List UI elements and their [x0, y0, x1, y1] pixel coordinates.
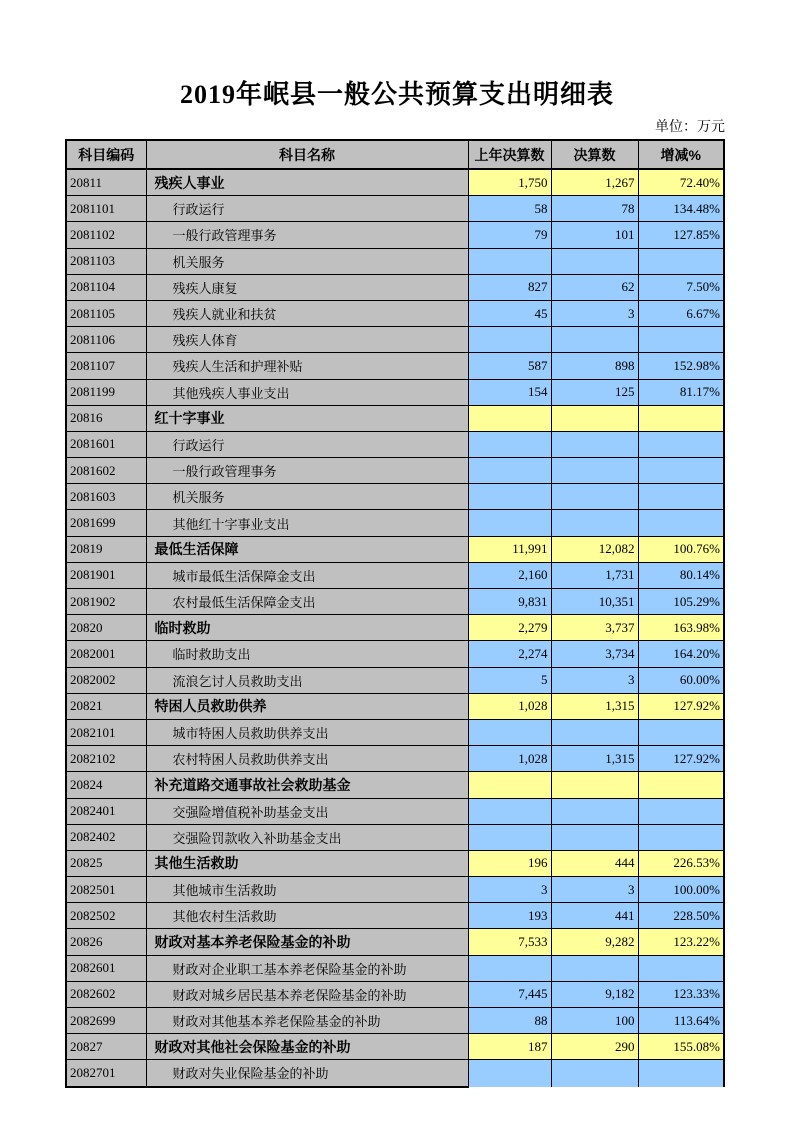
prev-year-final-cell [468, 431, 551, 457]
table-row [66, 719, 724, 745]
final-amount-cell: 3,737 [551, 615, 638, 641]
change-pct-cell [638, 798, 724, 824]
subject-name-cell: 其他农村生活救助 [146, 903, 468, 929]
final-amount-cell: 9,282 [551, 929, 638, 955]
table-row [66, 877, 724, 903]
final-amount-cell: 78 [551, 196, 638, 222]
subject-name-cell: 财政对基本养老保险基金的补助 [146, 929, 468, 955]
subject-name-cell: 流浪乞讨人员救助支出 [146, 667, 468, 693]
table-row [66, 169, 724, 196]
subject-code-cell: 2082002 [66, 667, 146, 693]
prev-year-final-cell [468, 824, 551, 850]
final-amount-cell: 3 [551, 300, 638, 326]
change-pct-cell: 127.92% [638, 693, 724, 719]
final-amount-cell [551, 772, 638, 798]
table-row [66, 1008, 724, 1034]
subject-name-cell: 残疾人就业和扶贫 [146, 300, 468, 326]
final-amount-cell [551, 405, 638, 431]
subject-code-cell: 2081699 [66, 510, 146, 536]
final-amount-cell [551, 248, 638, 274]
table-row [66, 405, 724, 431]
change-pct-cell: 123.33% [638, 981, 724, 1007]
table-row [66, 196, 724, 222]
change-pct-cell [638, 431, 724, 457]
table-row [66, 1034, 724, 1060]
subject-name-cell: 财政对其他社会保险基金的补助 [146, 1034, 468, 1060]
change-pct-cell: 123.22% [638, 929, 724, 955]
subject-code-cell: 20816 [66, 405, 146, 431]
subject-name-cell: 一般行政管理事务 [146, 458, 468, 484]
prev-year-final-cell [468, 1060, 551, 1087]
prev-year-final-cell: 1,750 [468, 169, 551, 196]
prev-year-final-cell: 2,279 [468, 615, 551, 641]
change-pct-cell [638, 405, 724, 431]
final-amount-cell: 9,182 [551, 981, 638, 1007]
subject-code-cell: 2082502 [66, 903, 146, 929]
prev-year-final-cell [468, 484, 551, 510]
subject-name-cell: 城市特困人员救助供养支出 [146, 719, 468, 745]
table-row [66, 274, 724, 300]
final-amount-cell: 3 [551, 877, 638, 903]
prev-year-final-cell: 3 [468, 877, 551, 903]
subject-name-cell: 农村最低生活保障金支出 [146, 589, 468, 615]
change-pct-cell: 127.92% [638, 746, 724, 772]
change-pct-cell: 105.29% [638, 589, 724, 615]
subject-name-cell: 残疾人康复 [146, 274, 468, 300]
change-pct-cell [638, 327, 724, 353]
prev-year-final-cell [468, 458, 551, 484]
budget-table [65, 139, 725, 1088]
change-pct-cell: 60.00% [638, 667, 724, 693]
subject-name-cell: 其他红十字事业支出 [146, 510, 468, 536]
prev-year-final-cell: 587 [468, 353, 551, 379]
change-pct-cell [638, 484, 724, 510]
subject-name-cell: 残疾人体育 [146, 327, 468, 353]
final-amount-cell: 3,734 [551, 641, 638, 667]
table-row [66, 589, 724, 615]
final-amount-cell [551, 955, 638, 981]
subject-code-cell: 2081105 [66, 300, 146, 326]
subject-name-cell: 机关服务 [146, 248, 468, 274]
subject-name-cell: 财政对城乡居民基本养老保险基金的补助 [146, 981, 468, 1007]
subject-code-cell: 2082701 [66, 1060, 146, 1087]
subject-code-cell: 2082601 [66, 955, 146, 981]
subject-name-cell: 临时救助 [146, 615, 468, 641]
change-pct-cell: 81.17% [638, 379, 724, 405]
table-row [66, 431, 724, 457]
change-pct-cell [638, 719, 724, 745]
prev-year-final-cell: 196 [468, 850, 551, 876]
subject-name-cell: 城市最低生活保障金支出 [146, 562, 468, 588]
subject-name-cell: 一般行政管理事务 [146, 222, 468, 248]
change-pct-cell [638, 772, 724, 798]
table-row [66, 929, 724, 955]
final-amount-cell [551, 484, 638, 510]
prev-year-final-cell: 45 [468, 300, 551, 326]
final-amount-cell: 10,351 [551, 589, 638, 615]
header-change-pct: 增减% [638, 140, 724, 169]
prev-year-final-cell: 7,445 [468, 981, 551, 1007]
change-pct-cell: 152.98% [638, 353, 724, 379]
subject-code-cell: 2082699 [66, 1008, 146, 1034]
subject-name-cell: 交强险罚款收入补助基金支出 [146, 824, 468, 850]
subject-code-cell: 20827 [66, 1034, 146, 1060]
change-pct-cell: 155.08% [638, 1034, 724, 1060]
prev-year-final-cell: 88 [468, 1008, 551, 1034]
table-row [66, 903, 724, 929]
change-pct-cell: 7.50% [638, 274, 724, 300]
table-row [66, 484, 724, 510]
subject-code-cell: 20811 [66, 169, 146, 196]
subject-name-cell: 行政运行 [146, 431, 468, 457]
subject-code-cell: 2081101 [66, 196, 146, 222]
change-pct-cell: 72.40% [638, 169, 724, 196]
prev-year-final-cell: 187 [468, 1034, 551, 1060]
final-amount-cell: 1,315 [551, 693, 638, 719]
final-amount-cell: 898 [551, 353, 638, 379]
prev-year-final-cell [468, 327, 551, 353]
subject-name-cell: 红十字事业 [146, 405, 468, 431]
change-pct-cell: 228.50% [638, 903, 724, 929]
prev-year-final-cell [468, 719, 551, 745]
table-row [66, 222, 724, 248]
unit-label: 单位：万元 [655, 120, 725, 135]
header-prev-year-final: 上年决算数 [468, 140, 551, 169]
table-row [66, 850, 724, 876]
prev-year-final-cell: 79 [468, 222, 551, 248]
change-pct-cell [638, 824, 724, 850]
change-pct-cell [638, 458, 724, 484]
subject-name-cell: 残疾人事业 [146, 169, 468, 196]
subject-name-cell: 财政对其他基本养老保险基金的补助 [146, 1008, 468, 1034]
header-subject-name: 科目名称 [146, 140, 468, 169]
prev-year-final-cell: 9,831 [468, 589, 551, 615]
subject-code-cell: 20820 [66, 615, 146, 641]
table-body [66, 169, 724, 1087]
prev-year-final-cell [468, 248, 551, 274]
final-amount-cell: 1,315 [551, 746, 638, 772]
table-row [66, 353, 724, 379]
final-amount-cell: 101 [551, 222, 638, 248]
subject-code-cell: 2081103 [66, 248, 146, 274]
subject-code-cell: 20825 [66, 850, 146, 876]
change-pct-cell: 164.20% [638, 641, 724, 667]
final-amount-cell [551, 510, 638, 536]
subject-code-cell: 2082602 [66, 981, 146, 1007]
final-amount-cell: 100 [551, 1008, 638, 1034]
header-final-amount: 决算数 [551, 140, 638, 169]
subject-code-cell: 2081104 [66, 274, 146, 300]
prev-year-final-cell: 5 [468, 667, 551, 693]
subject-code-cell: 2081902 [66, 589, 146, 615]
final-amount-cell [551, 719, 638, 745]
subject-name-cell: 其他城市生活救助 [146, 877, 468, 903]
change-pct-cell: 100.00% [638, 877, 724, 903]
subject-name-cell: 农村特困人员救助供养支出 [146, 746, 468, 772]
subject-code-cell: 2082501 [66, 877, 146, 903]
table-row [66, 615, 724, 641]
subject-name-cell: 财政对失业保险基金的补助 [146, 1060, 468, 1087]
subject-code-cell: 2081107 [66, 353, 146, 379]
final-amount-cell: 1,731 [551, 562, 638, 588]
subject-code-cell: 2081199 [66, 379, 146, 405]
change-pct-cell: 134.48% [638, 196, 724, 222]
table-row [66, 327, 724, 353]
table-row [66, 981, 724, 1007]
change-pct-cell [638, 248, 724, 274]
table-row [66, 824, 724, 850]
subject-code-cell: 20826 [66, 929, 146, 955]
subject-name-cell: 财政对企业职工基本养老保险基金的补助 [146, 955, 468, 981]
final-amount-cell [551, 824, 638, 850]
table-row [66, 510, 724, 536]
prev-year-final-cell: 1,028 [468, 693, 551, 719]
change-pct-cell [638, 955, 724, 981]
subject-code-cell: 20821 [66, 693, 146, 719]
prev-year-final-cell: 2,160 [468, 562, 551, 588]
subject-code-cell: 2081601 [66, 431, 146, 457]
prev-year-final-cell [468, 955, 551, 981]
change-pct-cell: 226.53% [638, 850, 724, 876]
subject-name-cell: 行政运行 [146, 196, 468, 222]
table-row [66, 667, 724, 693]
subject-code-cell: 20819 [66, 536, 146, 562]
subject-name-cell: 补充道路交通事故社会救助基金 [146, 772, 468, 798]
change-pct-cell [638, 1060, 724, 1087]
table-row [66, 248, 724, 274]
prev-year-final-cell: 2,274 [468, 641, 551, 667]
prev-year-final-cell: 827 [468, 274, 551, 300]
change-pct-cell: 100.76% [638, 536, 724, 562]
subject-code-cell: 2081602 [66, 458, 146, 484]
prev-year-final-cell [468, 510, 551, 536]
table-row [66, 641, 724, 667]
subject-code-cell: 2081102 [66, 222, 146, 248]
table-row [66, 1060, 724, 1087]
change-pct-cell: 127.85% [638, 222, 724, 248]
final-amount-cell [551, 327, 638, 353]
subject-name-cell: 其他残疾人事业支出 [146, 379, 468, 405]
prev-year-final-cell [468, 772, 551, 798]
table-row [66, 798, 724, 824]
table-row [66, 955, 724, 981]
subject-name-cell: 交强险增值税补助基金支出 [146, 798, 468, 824]
table-row [66, 746, 724, 772]
subject-code-cell: 2082401 [66, 798, 146, 824]
prev-year-final-cell: 7,533 [468, 929, 551, 955]
final-amount-cell: 62 [551, 274, 638, 300]
prev-year-final-cell: 11,991 [468, 536, 551, 562]
subject-code-cell: 2082101 [66, 719, 146, 745]
header-row [66, 140, 724, 169]
prev-year-final-cell: 58 [468, 196, 551, 222]
prev-year-final-cell [468, 798, 551, 824]
subject-code-cell: 2081603 [66, 484, 146, 510]
subject-name-cell: 临时救助支出 [146, 641, 468, 667]
change-pct-cell: 113.64% [638, 1008, 724, 1034]
prev-year-final-cell: 154 [468, 379, 551, 405]
final-amount-cell: 1,267 [551, 169, 638, 196]
prev-year-final-cell: 193 [468, 903, 551, 929]
change-pct-cell: 163.98% [638, 615, 724, 641]
subject-name-cell: 残疾人生活和护理补贴 [146, 353, 468, 379]
final-amount-cell: 444 [551, 850, 638, 876]
table-row [66, 379, 724, 405]
final-amount-cell [551, 458, 638, 484]
change-pct-cell: 6.67% [638, 300, 724, 326]
subject-name-cell: 机关服务 [146, 484, 468, 510]
final-amount-cell: 3 [551, 667, 638, 693]
table-row [66, 693, 724, 719]
final-amount-cell: 12,082 [551, 536, 638, 562]
table-header [66, 140, 724, 169]
final-amount-cell: 125 [551, 379, 638, 405]
final-amount-cell [551, 798, 638, 824]
final-amount-cell [551, 1060, 638, 1087]
table-row [66, 536, 724, 562]
subject-code-cell: 20824 [66, 772, 146, 798]
subject-code-cell: 2081106 [66, 327, 146, 353]
final-amount-cell: 290 [551, 1034, 638, 1060]
table-row [66, 458, 724, 484]
subject-code-cell: 2082402 [66, 824, 146, 850]
subject-code-cell: 2082001 [66, 641, 146, 667]
final-amount-cell [551, 431, 638, 457]
subject-name-cell: 最低生活保障 [146, 536, 468, 562]
prev-year-final-cell [468, 405, 551, 431]
subject-name-cell: 其他生活救助 [146, 850, 468, 876]
change-pct-cell: 80.14% [638, 562, 724, 588]
table-row [66, 562, 724, 588]
header-subject-code: 科目编码 [66, 140, 146, 169]
page-title: 2019年岷县一般公共预算支出明细表 [179, 80, 614, 109]
table-row [66, 300, 724, 326]
subject-name-cell: 特困人员救助供养 [146, 693, 468, 719]
final-amount-cell: 441 [551, 903, 638, 929]
prev-year-final-cell: 1,028 [468, 746, 551, 772]
subject-code-cell: 2081901 [66, 562, 146, 588]
table-row [66, 772, 724, 798]
subject-code-cell: 2082102 [66, 746, 146, 772]
change-pct-cell [638, 510, 724, 536]
